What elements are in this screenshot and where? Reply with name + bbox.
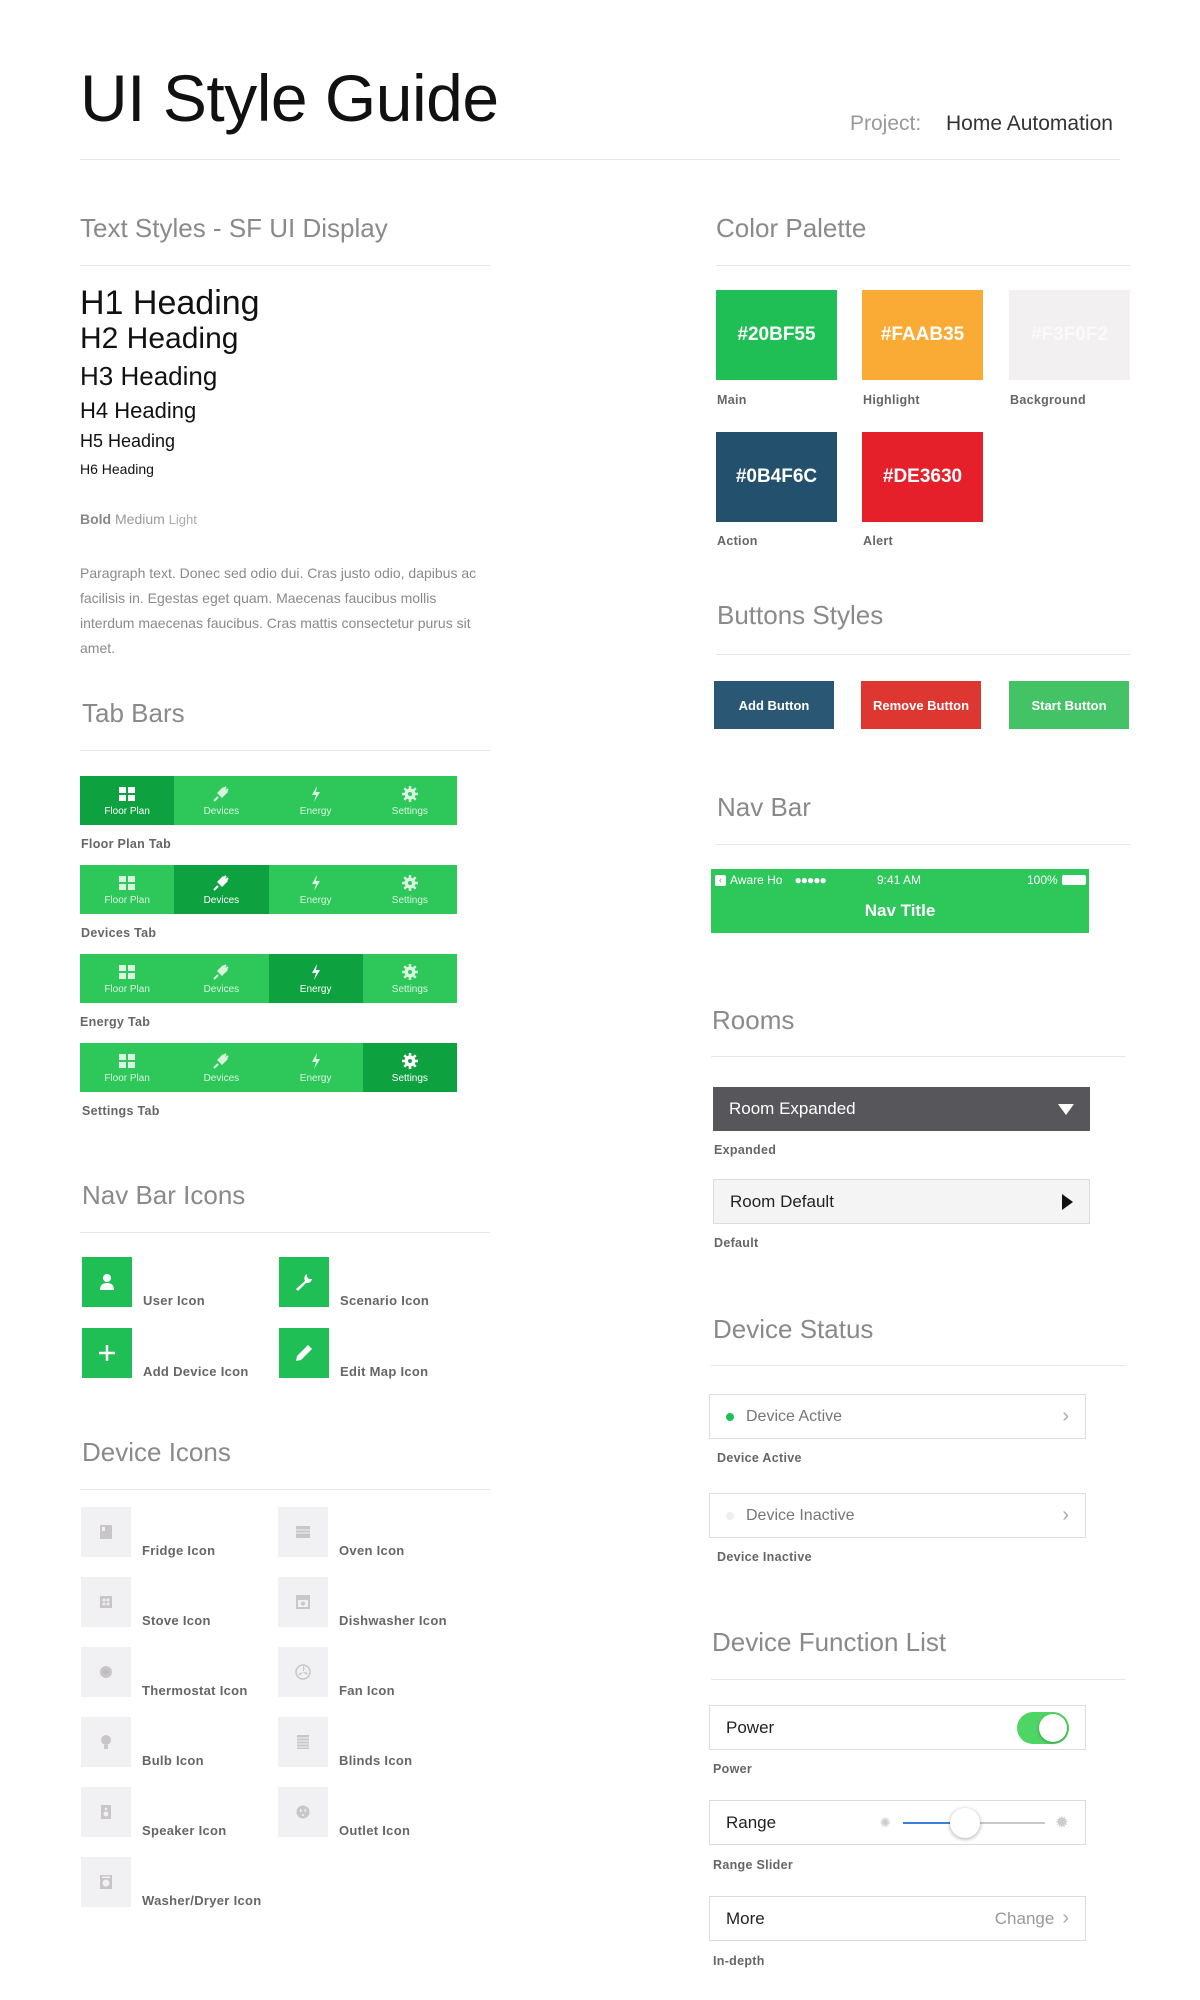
lightning-icon bbox=[307, 963, 325, 981]
h2-sample: H2 Heading bbox=[80, 322, 239, 355]
weight-samples bbox=[80, 511, 197, 527]
tab-caption: Energy Tab bbox=[80, 1015, 151, 1029]
plug-icon bbox=[212, 1052, 230, 1070]
battery-status bbox=[1027, 873, 1086, 887]
speaker-icon bbox=[81, 1787, 131, 1837]
room-default[interactable] bbox=[713, 1179, 1090, 1224]
swatch-hex: #FAAB35 bbox=[880, 324, 965, 345]
tab-energy[interactable] bbox=[269, 865, 363, 914]
device-status-caption: Device Inactive bbox=[717, 1550, 812, 1564]
icon-caption: Stove Icon bbox=[142, 1613, 211, 1628]
device-status-label: Device Active bbox=[746, 1407, 843, 1425]
device-status-label: Device Inactive bbox=[746, 1506, 855, 1524]
gear-icon bbox=[401, 874, 419, 892]
tab-settings[interactable] bbox=[363, 1043, 457, 1092]
tab-bar-settings bbox=[80, 1043, 457, 1092]
divider bbox=[80, 1232, 490, 1233]
remove-button[interactable]: Remove Button bbox=[861, 681, 981, 729]
tab-label: Settings bbox=[391, 894, 428, 906]
room-caption: Expanded bbox=[714, 1143, 777, 1157]
status-time: 9:41 AM bbox=[877, 873, 922, 887]
grid-icon bbox=[118, 874, 136, 892]
swatch-main bbox=[716, 290, 837, 380]
power-toggle[interactable] bbox=[1017, 1712, 1069, 1744]
icon-caption: Blinds Icon bbox=[339, 1753, 413, 1768]
tab-label: Devices bbox=[203, 983, 240, 995]
tab-bars-title: Tab Bars bbox=[82, 698, 185, 728]
nav-bar-sample bbox=[711, 869, 1089, 933]
slider-knob[interactable] bbox=[950, 1808, 980, 1838]
medium-sample: Medium bbox=[115, 511, 165, 527]
room-label: Room Default bbox=[730, 1191, 834, 1211]
swatch-alert bbox=[862, 432, 983, 522]
tab-floor-plan[interactable] bbox=[80, 865, 174, 914]
tab-devices[interactable] bbox=[174, 865, 268, 914]
dishwasher-icon bbox=[278, 1577, 328, 1627]
tab-caption: Devices Tab bbox=[81, 926, 157, 940]
grid-icon bbox=[118, 1052, 136, 1070]
battery-icon bbox=[1062, 875, 1086, 885]
divider bbox=[711, 1365, 1126, 1366]
divider bbox=[80, 1489, 490, 1490]
start-button[interactable]: Start Button bbox=[1009, 681, 1129, 729]
back-label: Aware Ho bbox=[730, 873, 783, 887]
outlet-icon bbox=[278, 1787, 328, 1837]
lightning-icon bbox=[307, 785, 325, 803]
icon-caption: Oven Icon bbox=[339, 1543, 405, 1558]
tab-label: Energy bbox=[299, 1072, 332, 1084]
tab-label: Devices bbox=[203, 894, 240, 906]
swatch-label: Highlight bbox=[863, 393, 920, 407]
color-palette-title: Color Palette bbox=[716, 213, 867, 243]
swatch-hex: #F3F0F2 bbox=[1030, 324, 1109, 345]
range-max-icon: ✹ bbox=[1054, 1812, 1069, 1832]
tab-energy[interactable] bbox=[269, 954, 363, 1003]
h6-sample: H6 Heading bbox=[80, 461, 154, 477]
icon-caption: Dishwasher Icon bbox=[339, 1613, 447, 1628]
tab-caption: Settings Tab bbox=[82, 1104, 160, 1118]
fridge-icon bbox=[81, 1507, 131, 1557]
icon-caption: User Icon bbox=[143, 1293, 205, 1308]
h3-sample: H3 Heading bbox=[80, 361, 218, 391]
h4-sample: H4 Heading bbox=[80, 398, 197, 423]
divider bbox=[80, 750, 490, 751]
icon-caption: Add Device Icon bbox=[143, 1364, 249, 1379]
range-label: Range bbox=[726, 1812, 777, 1832]
divider bbox=[711, 1679, 1126, 1680]
text-styles-title: Text Styles - SF UI Display bbox=[80, 213, 388, 243]
icon-caption: Speaker Icon bbox=[142, 1823, 227, 1838]
battery-percent: 100% bbox=[1027, 873, 1058, 887]
icon-caption: Washer/Dryer Icon bbox=[142, 1893, 262, 1908]
oven-icon bbox=[278, 1507, 328, 1557]
device-icons-title: Device Icons bbox=[82, 1437, 231, 1467]
divider bbox=[716, 654, 1130, 655]
swatch-hex: #20BF55 bbox=[737, 324, 816, 345]
tab-devices[interactable] bbox=[174, 954, 268, 1003]
more-value: Change bbox=[994, 1908, 1055, 1928]
user-icon bbox=[82, 1257, 132, 1307]
nav-title: Nav Title bbox=[864, 901, 936, 920]
function-caption: Power bbox=[713, 1762, 753, 1776]
tab-label: Energy bbox=[299, 983, 332, 995]
buttons-title: Buttons Styles bbox=[717, 600, 884, 630]
room-caption: Default bbox=[714, 1236, 759, 1250]
room-expanded[interactable] bbox=[713, 1087, 1090, 1131]
tab-label: Settings bbox=[391, 805, 428, 817]
divider bbox=[711, 1056, 1126, 1057]
tab-label: Energy bbox=[299, 805, 332, 817]
swatch-hex: #DE3630 bbox=[882, 466, 963, 487]
rooms-title: Rooms bbox=[712, 1005, 795, 1035]
gear-icon bbox=[401, 1052, 419, 1070]
swatch-highlight bbox=[862, 290, 983, 380]
swatch-label: Action bbox=[717, 534, 758, 548]
thermostat-icon bbox=[81, 1647, 131, 1697]
status-dot-active bbox=[726, 1413, 734, 1421]
pencil-icon bbox=[279, 1328, 329, 1378]
tab-label: Devices bbox=[203, 805, 240, 817]
icon-caption: Thermostat Icon bbox=[142, 1683, 248, 1698]
tab-energy[interactable] bbox=[269, 1043, 363, 1092]
function-caption: In-depth bbox=[713, 1954, 765, 1968]
project-label: Project: bbox=[850, 112, 922, 135]
signal-icon: ●●●●● bbox=[794, 873, 826, 887]
nav-bar-icons-title: Nav Bar Icons bbox=[82, 1180, 246, 1210]
tab-label: Energy bbox=[299, 894, 332, 906]
triangle-right-icon bbox=[1062, 1194, 1073, 1210]
page-title: UI Style Guide bbox=[80, 61, 499, 135]
bulb-icon bbox=[81, 1717, 131, 1767]
device-active-row[interactable] bbox=[709, 1394, 1086, 1439]
bold-sample: Bold bbox=[80, 511, 112, 527]
device-status-caption: Device Active bbox=[717, 1451, 802, 1465]
tab-settings[interactable] bbox=[363, 776, 457, 825]
swatch-action bbox=[716, 432, 837, 522]
divider bbox=[716, 844, 1130, 845]
swatch-label: Main bbox=[717, 393, 747, 407]
h5-sample: H5 Heading bbox=[80, 431, 176, 451]
plug-icon bbox=[212, 874, 230, 892]
swatch-background bbox=[1009, 290, 1130, 380]
toggle-knob bbox=[1039, 1714, 1067, 1742]
grid-icon bbox=[118, 963, 136, 981]
nav-bar-title: Nav Bar bbox=[717, 792, 811, 822]
add-button[interactable]: Add Button bbox=[714, 681, 834, 729]
range-row bbox=[709, 1800, 1086, 1845]
device-inactive-row[interactable] bbox=[709, 1493, 1086, 1538]
back-link[interactable] bbox=[715, 873, 826, 887]
power-row bbox=[709, 1705, 1086, 1750]
tab-bar-devices bbox=[80, 865, 457, 914]
tab-devices[interactable] bbox=[174, 1043, 268, 1092]
icon-caption: Fan Icon bbox=[339, 1683, 395, 1698]
chevron-right-icon: › bbox=[1062, 1504, 1069, 1526]
plug-icon bbox=[212, 785, 230, 803]
lightning-icon bbox=[307, 1052, 325, 1070]
icon-caption: Bulb Icon bbox=[142, 1753, 204, 1768]
blinds-icon bbox=[278, 1717, 328, 1767]
tab-bar-floor-plan bbox=[80, 776, 457, 825]
project-name: Home Automation bbox=[946, 112, 1113, 135]
device-function-list-title: Device Function List bbox=[712, 1627, 947, 1657]
icon-caption: Fridge Icon bbox=[142, 1543, 216, 1558]
device-status-title: Device Status bbox=[713, 1314, 874, 1344]
gear-icon bbox=[401, 963, 419, 981]
paragraph-sample: Paragraph text. Donec sed odio dui. Cras justo odio, dapibus ac facilisis in. Egestas eget quam. Maecenas faucibus mollis interdum maecenas faucibus. Cras mattis consectetur purus sit amet. bbox=[80, 565, 477, 656]
tab-energy[interactable] bbox=[269, 776, 363, 825]
room-label: Room Expanded bbox=[729, 1099, 856, 1118]
function-caption: Range Slider bbox=[713, 1858, 794, 1872]
tab-label: Settings bbox=[391, 983, 428, 995]
range-slider[interactable] bbox=[903, 1822, 1045, 1824]
triangle-down-icon bbox=[1058, 1104, 1074, 1115]
light-sample: Light bbox=[168, 512, 197, 527]
divider bbox=[80, 265, 490, 266]
grid-icon bbox=[118, 785, 136, 803]
tab-label: Devices bbox=[203, 1072, 240, 1084]
tab-settings[interactable] bbox=[363, 865, 457, 914]
gear-icon bbox=[401, 785, 419, 803]
icon-caption: Edit Map Icon bbox=[340, 1364, 429, 1379]
h1-sample: H1 Heading bbox=[80, 284, 260, 322]
fan-icon bbox=[278, 1647, 328, 1697]
swatch-label: Background bbox=[1010, 393, 1086, 407]
tab-floor-plan[interactable] bbox=[80, 954, 174, 1003]
tab-floor-plan[interactable] bbox=[80, 1043, 174, 1092]
icon-caption: Outlet Icon bbox=[339, 1823, 411, 1838]
tab-floor-plan[interactable] bbox=[80, 776, 174, 825]
swatch-label: Alert bbox=[863, 534, 893, 548]
tab-bar-energy bbox=[80, 954, 457, 1003]
status-dot-inactive bbox=[726, 1512, 734, 1520]
more-row[interactable] bbox=[709, 1896, 1086, 1941]
tab-label: Floor Plan bbox=[104, 894, 150, 906]
tab-settings[interactable] bbox=[363, 954, 457, 1003]
stove-icon bbox=[81, 1577, 131, 1627]
chevron-right-icon: › bbox=[1062, 1405, 1069, 1427]
lightning-icon bbox=[307, 874, 325, 892]
back-icon: ‹ bbox=[715, 875, 726, 886]
tab-caption: Floor Plan Tab bbox=[81, 837, 172, 851]
plug-icon bbox=[212, 963, 230, 981]
divider bbox=[716, 265, 1130, 266]
tab-label: Settings bbox=[391, 1072, 428, 1084]
chevron-right-icon: › bbox=[1062, 1907, 1069, 1929]
power-label: Power bbox=[726, 1717, 775, 1737]
plus-icon bbox=[82, 1328, 132, 1378]
range-min-icon: ✺ bbox=[879, 1814, 891, 1830]
tab-label: Floor Plan bbox=[104, 983, 150, 995]
washer-dryer-icon bbox=[81, 1857, 131, 1907]
swatch-hex: #0B4F6C bbox=[735, 466, 818, 487]
wrench-icon bbox=[279, 1257, 329, 1307]
tab-label: Floor Plan bbox=[104, 1072, 150, 1084]
header-divider bbox=[80, 159, 1120, 160]
tab-label: Floor Plan bbox=[104, 805, 150, 817]
icon-caption: Scenario Icon bbox=[340, 1293, 430, 1308]
tab-devices[interactable] bbox=[174, 776, 268, 825]
more-label: More bbox=[726, 1908, 765, 1928]
